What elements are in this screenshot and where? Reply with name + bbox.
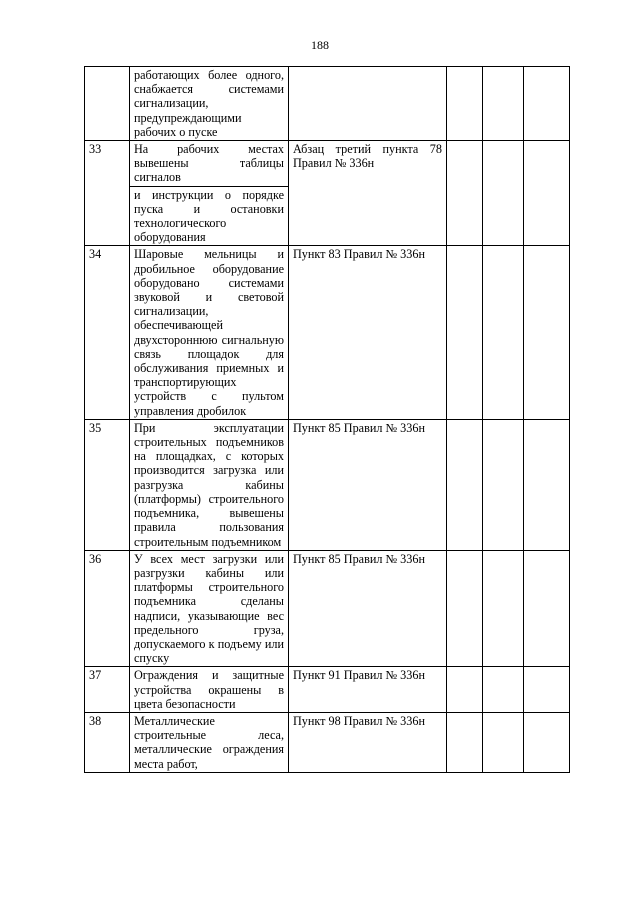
- table-row: [85, 419, 570, 550]
- row-number: 38: [85, 712, 130, 772]
- requirement-cell: На рабочих местах вывешены таблицы сигналов: [130, 141, 289, 187]
- answer-cell: [483, 67, 524, 141]
- reference-cell: Пункт 85 Правил № 336н: [289, 550, 447, 667]
- requirement-cell: У всех мест загрузки или разгрузки кабины или платформы строительного подъемника сделаны надписи, указывающие вес предельного груза, допускаемого к подъему или спуску: [130, 550, 289, 667]
- remark-cell: [524, 419, 570, 550]
- remark-cell: [524, 246, 570, 419]
- requirement-cell: Ограждения и защитные устройства окрашены в цвета безопасности: [130, 667, 289, 713]
- answer-cell: [447, 419, 483, 550]
- row-number: 33: [85, 141, 130, 246]
- row-number: 37: [85, 667, 130, 713]
- checklist-table: [84, 66, 570, 773]
- requirement-cell: При эксплуатации строительных подъемников на площадках, с которых производится загрузка или разгрузка кабины (платформы) строительного подъемника, вывешены правила пользования строительным подъемником: [130, 419, 289, 550]
- row-number: 36: [85, 550, 130, 667]
- table-row: [85, 550, 570, 667]
- answer-cell: [483, 712, 524, 772]
- requirement-cell: Металлические строительные леса, металлические ограждения места работ,: [130, 712, 289, 772]
- answer-cell: [483, 246, 524, 419]
- remark-cell: [524, 667, 570, 713]
- table-row: [85, 246, 570, 419]
- row-number: [85, 67, 130, 141]
- table-row: [85, 712, 570, 772]
- answer-cell: [447, 667, 483, 713]
- remark-cell: [524, 67, 570, 141]
- answer-cell: [483, 141, 524, 246]
- answer-cell: [447, 712, 483, 772]
- table-row: [85, 667, 570, 713]
- reference-cell: Абзац третий пункта 78 Правил № 336н: [289, 141, 447, 246]
- requirement-cell: Шаровые мельницы и дробильное оборудование оборудовано системами звуковой и световой сигнализации, обеспечивающей двухстороннюю сигнальную связь площадок для обслуживания приемных и транспортирующих устройств с пультом управления дробилок: [130, 246, 289, 419]
- answer-cell: [483, 667, 524, 713]
- reference-cell: Пункт 83 Правил № 336н: [289, 246, 447, 419]
- row-number: 35: [85, 419, 130, 550]
- answer-cell: [447, 550, 483, 667]
- answer-cell: [447, 246, 483, 419]
- remark-cell: [524, 712, 570, 772]
- answer-cell: [483, 419, 524, 550]
- remark-cell: [524, 550, 570, 667]
- table-row: [85, 141, 570, 187]
- requirement-cell: работающих более одного, снабжается системами сигнализации, предупреждающими рабочих о пуске: [130, 67, 289, 141]
- answer-cell: [447, 141, 483, 246]
- reference-cell: [289, 67, 447, 141]
- reference-cell: Пункт 91 Правил № 336н: [289, 667, 447, 713]
- page-number: 188: [311, 38, 329, 52]
- requirement-cell: и инструкции о порядке пуска и остановки технологического оборудования: [130, 186, 289, 246]
- reference-cell: Пункт 98 Правил № 336н: [289, 712, 447, 772]
- table-row: [85, 67, 570, 141]
- row-number: 34: [85, 246, 130, 419]
- remark-cell: [524, 141, 570, 246]
- answer-cell: [483, 550, 524, 667]
- reference-cell: Пункт 85 Правил № 336н: [289, 419, 447, 550]
- answer-cell: [447, 67, 483, 141]
